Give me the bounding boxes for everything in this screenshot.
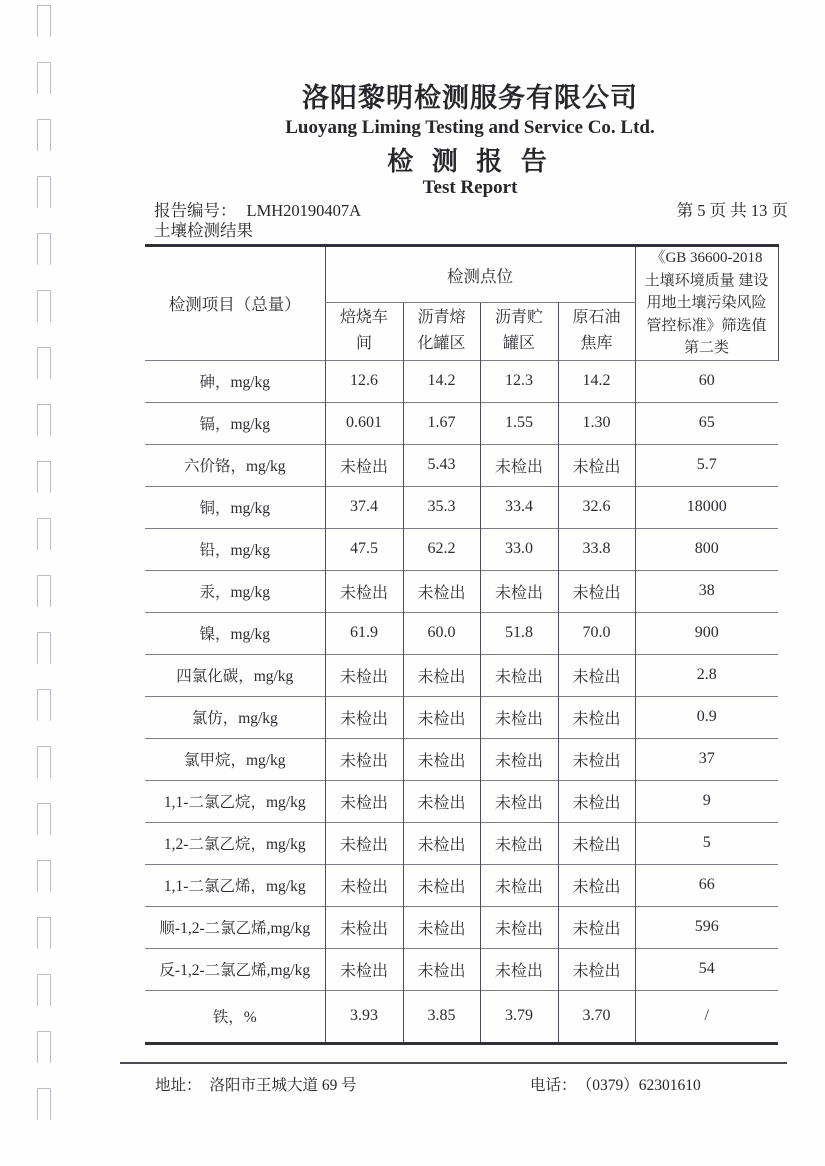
binding-hole-mark [37, 518, 51, 550]
value-cell: 未检出 [325, 570, 403, 612]
value-cell: 未检出 [403, 864, 480, 906]
standard-cell: 37 [635, 738, 778, 780]
table-row [145, 444, 778, 486]
item-cell: 镍，mg/kg [145, 612, 325, 654]
report-number-label: 报告编号： [154, 201, 237, 220]
address-value: 洛阳市王城大道 69 号 [209, 1077, 357, 1094]
section-title: 土壤检测结果 [154, 221, 253, 240]
item-cell: 反-1,2-二氯乙烯,mg/kg [145, 948, 325, 990]
standard-cell: 66 [635, 864, 778, 906]
footer-phone [530, 1073, 701, 1095]
value-cell: 61.9 [325, 612, 403, 654]
binding-hole-mark [37, 347, 51, 379]
binding-hole-mark [37, 461, 51, 493]
value-cell: 未检出 [403, 570, 480, 612]
value-cell: 未检出 [558, 696, 635, 738]
value-cell: 未检出 [480, 906, 558, 948]
page-footer [120, 1062, 787, 1104]
standard-cell: 2.8 [635, 654, 778, 696]
phone-value: （0379）62301610 [584, 1077, 701, 1094]
binding-strip [37, 5, 55, 1145]
standard-cell: 38 [635, 570, 778, 612]
results-table-head [145, 246, 778, 361]
value-cell: 未检出 [403, 822, 480, 864]
value-cell: 1.67 [403, 402, 480, 444]
table-row [145, 864, 778, 906]
value-cell: 未检出 [325, 822, 403, 864]
table-row [145, 654, 778, 696]
header-row-1 [145, 246, 778, 303]
value-cell: 60.0 [403, 612, 480, 654]
report-title-en: Test Report [422, 177, 518, 198]
report-title-cn: 检 测 报 告 [387, 147, 553, 176]
value-cell: 0.601 [325, 402, 403, 444]
item-cell: 1,1-二氯乙烷，mg/kg [145, 780, 325, 822]
value-cell: 未检出 [558, 948, 635, 990]
point-label: 原石油焦库 [572, 309, 621, 353]
results-tbody [145, 360, 778, 1043]
header-point-column [325, 303, 403, 360]
report-content [140, 0, 800, 1045]
header-standard-column: 《GB 36600-2018 土壤环境质量 建设用地土壤污染风险管控标准》筛选值第二类 [635, 246, 778, 361]
value-cell: 1.30 [558, 402, 635, 444]
company-name-cn: 洛阳黎明检测服务有限公司 [302, 83, 638, 113]
company-name-en: Luoyang Liming Testing and Service Co. Ltd. [285, 117, 655, 138]
binding-hole-mark [37, 575, 51, 607]
value-cell: 37.4 [325, 486, 403, 528]
value-cell: 未检出 [325, 696, 403, 738]
item-cell: 镉，mg/kg [145, 402, 325, 444]
value-cell: 未检出 [480, 738, 558, 780]
value-cell: 1.55 [480, 402, 558, 444]
binding-hole-mark [37, 290, 51, 322]
standard-cell: 5.7 [635, 444, 778, 486]
binding-hole-mark [37, 860, 51, 892]
value-cell: 51.8 [480, 612, 558, 654]
page-indicator: 第 5 页 共 13 页 [676, 201, 788, 220]
binding-hole-mark [37, 62, 51, 94]
value-cell: 未检出 [403, 654, 480, 696]
value-cell: 12.6 [325, 360, 403, 402]
item-cell: 汞，mg/kg [145, 570, 325, 612]
item-cell: 砷，mg/kg [145, 360, 325, 402]
standard-cell: 9 [635, 780, 778, 822]
table-row [145, 822, 778, 864]
value-cell: 32.6 [558, 486, 635, 528]
table-row [145, 990, 778, 1043]
table-row [145, 402, 778, 444]
item-cell: 铅，mg/kg [145, 528, 325, 570]
standard-cell: 5 [635, 822, 778, 864]
value-cell: 未检出 [480, 822, 558, 864]
point-label: 沥青贮罐区 [494, 309, 543, 353]
value-cell: 未检出 [480, 948, 558, 990]
value-cell: 未检出 [480, 780, 558, 822]
header-point-column [480, 303, 558, 360]
value-cell: 未检出 [558, 780, 635, 822]
value-cell: 未检出 [558, 822, 635, 864]
header-item-column: 检测项目（总量） [168, 295, 301, 315]
results-table [145, 244, 779, 1045]
table-row [145, 780, 778, 822]
value-cell: 未检出 [325, 864, 403, 906]
value-cell: 12.3 [480, 360, 558, 402]
value-cell: 未检出 [325, 906, 403, 948]
value-cell: 未检出 [403, 948, 480, 990]
report-meta-row [140, 200, 800, 221]
binding-hole-mark [37, 917, 51, 949]
value-cell: 33.8 [558, 528, 635, 570]
binding-hole-mark [37, 5, 51, 37]
table-row [145, 528, 778, 570]
value-cell: 未检出 [325, 948, 403, 990]
binding-hole-mark [37, 1031, 51, 1063]
value-cell: 5.43 [403, 444, 480, 486]
value-cell: 未检出 [558, 864, 635, 906]
value-cell: 33.4 [480, 486, 558, 528]
table-row [145, 360, 778, 402]
value-cell: 33.0 [480, 528, 558, 570]
value-cell: 35.3 [403, 486, 480, 528]
binding-hole-mark [37, 1088, 51, 1120]
standard-cell: 0.9 [635, 696, 778, 738]
value-cell: 未检出 [325, 654, 403, 696]
standard-cell: 900 [635, 612, 778, 654]
binding-hole-mark [37, 176, 51, 208]
value-cell: 3.79 [480, 990, 558, 1043]
value-cell: 未检出 [480, 864, 558, 906]
standard-cell: 54 [635, 948, 778, 990]
value-cell: 未检出 [480, 696, 558, 738]
report-number-value: LMH20190407A [246, 201, 362, 220]
binding-hole-mark [37, 632, 51, 664]
item-cell: 铁，% [145, 990, 325, 1043]
binding-hole-mark [37, 974, 51, 1006]
address-label: 地址： [155, 1077, 202, 1094]
value-cell: 未检出 [558, 738, 635, 780]
binding-hole-mark [37, 689, 51, 721]
table-row [145, 612, 778, 654]
item-cell: 六价铬，mg/kg [145, 444, 325, 486]
value-cell: 14.2 [403, 360, 480, 402]
table-row [145, 696, 778, 738]
standard-cell: 18000 [635, 486, 778, 528]
value-cell: 未检出 [558, 654, 635, 696]
standard-cell: 800 [635, 528, 778, 570]
table-row [145, 948, 778, 990]
table-row [145, 906, 778, 948]
value-cell: 未检出 [558, 570, 635, 612]
item-cell: 1,2-二氯乙烷，mg/kg [145, 822, 325, 864]
standard-cell: 60 [635, 360, 778, 402]
table-row [145, 738, 778, 780]
value-cell: 未检出 [403, 738, 480, 780]
standard-cell: 65 [635, 402, 778, 444]
value-cell: 未检出 [558, 444, 635, 486]
value-cell: 未检出 [403, 696, 480, 738]
binding-hole-mark [37, 404, 51, 436]
value-cell: 未检出 [480, 654, 558, 696]
table-row [145, 486, 778, 528]
value-cell: 未检出 [325, 780, 403, 822]
standard-cell: 596 [635, 906, 778, 948]
value-cell: 3.93 [325, 990, 403, 1043]
item-cell: 四氯化碳，mg/kg [145, 654, 325, 696]
header-points-group: 检测点位 [325, 246, 635, 303]
value-cell: 未检出 [403, 906, 480, 948]
value-cell: 未检出 [325, 444, 403, 486]
table-row [145, 570, 778, 612]
binding-hole-mark [37, 746, 51, 778]
header-point-column [558, 303, 635, 360]
point-label: 焙烧车间 [339, 309, 388, 353]
item-cell: 顺-1,2-二氯乙烯,mg/kg [145, 906, 325, 948]
report-number [154, 200, 361, 221]
phone-label: 电话： [530, 1077, 577, 1094]
item-cell: 氯甲烷，mg/kg [145, 738, 325, 780]
binding-hole-mark [37, 119, 51, 151]
binding-hole-mark [37, 233, 51, 265]
value-cell: 47.5 [325, 528, 403, 570]
value-cell: 未检出 [480, 570, 558, 612]
value-cell: 3.85 [403, 990, 480, 1043]
item-cell: 1,1-二氯乙烯，mg/kg [145, 864, 325, 906]
value-cell: 未检出 [403, 780, 480, 822]
header-point-column [403, 303, 480, 360]
value-cell: 14.2 [558, 360, 635, 402]
footer-address [155, 1073, 357, 1095]
item-cell: 铜，mg/kg [145, 486, 325, 528]
value-cell: 3.70 [558, 990, 635, 1043]
value-cell: 未检出 [325, 738, 403, 780]
standard-cell: / [635, 990, 778, 1043]
value-cell: 62.2 [403, 528, 480, 570]
value-cell: 70.0 [558, 612, 635, 654]
binding-hole-mark [37, 803, 51, 835]
value-cell: 未检出 [480, 444, 558, 486]
value-cell: 未检出 [558, 906, 635, 948]
point-label: 沥青熔化罐区 [417, 309, 466, 353]
item-cell: 氯仿，mg/kg [145, 696, 325, 738]
